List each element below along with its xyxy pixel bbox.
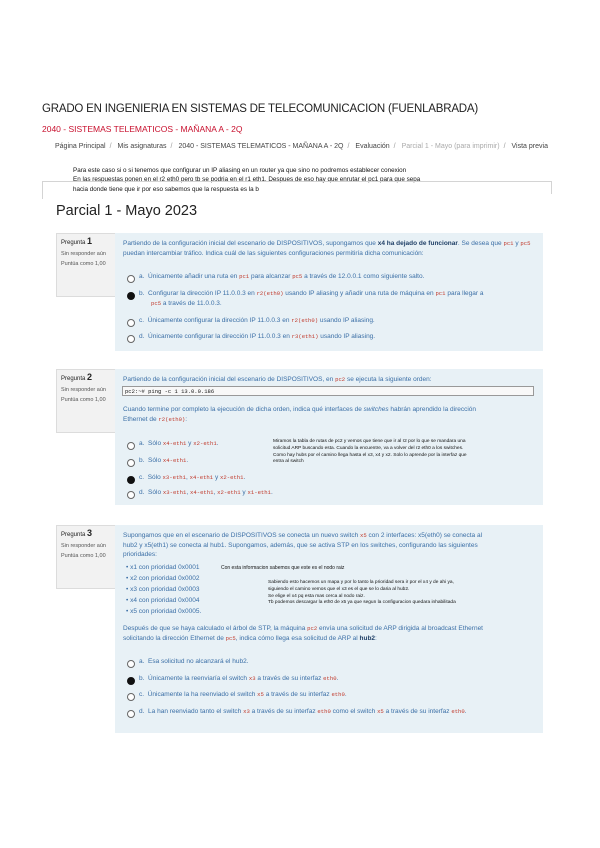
priority-item: • x5 con prioridad 0x0005. <box>126 608 202 615</box>
breadcrumb-home[interactable]: Página Principal <box>55 143 106 150</box>
q3-handwritten-note-root: Con esta informacion sabemos que este es el nodo raiz <box>221 565 345 571</box>
priority-item: • x1 con prioridad 0x0001 <box>126 564 200 571</box>
priority-item: • x4 con prioridad 0x0004 <box>126 597 200 604</box>
q3-option-a-radio[interactable] <box>127 660 135 668</box>
breadcrumb-my-courses[interactable]: Mis asignaturas <box>117 143 167 150</box>
q2-option-b-radio[interactable] <box>127 459 135 467</box>
breadcrumb-preview: Vista previa <box>511 143 548 150</box>
handwritten-note-top: Para este caso si o si tenemos que configurar un IP aliasing en un router ya que sino no podremos establecer conexion En las respuestas ponen en el r2 eth0 pero tb se podria en el r1 eth1. Despues de eso hay que enrutar el pc1 para que sepa hacia donde tiene que ir por eso sabemos que la respuesta es la b <box>73 167 421 193</box>
priority-item: • x3 con prioridad 0x0003 <box>126 586 200 593</box>
q1-option-c-radio[interactable] <box>127 319 135 327</box>
course-title: GRADO EN INGENIERIA EN SISTEMAS DE TELECOMUNICACION (FUENLABRADA) <box>42 103 478 115</box>
course-subtitle[interactable]: 2040 - SISTEMAS TELEMATICOS - MAÑANA A - 2Q <box>42 124 243 134</box>
question-3-info: Pregunta 3 Sin responder aún Puntúa como 1,00 <box>56 525 116 589</box>
q3-option-a[interactable]: a. Esa solicitud no alcanzará el hub2. <box>139 658 249 665</box>
q1-option-a-radio[interactable] <box>127 275 135 283</box>
q2-option-c-radio[interactable] <box>127 476 135 484</box>
q3-option-b-radio[interactable] <box>127 677 135 685</box>
q1-option-b-radio[interactable] <box>127 292 135 300</box>
q1-option-c[interactable]: c. Únicamente configurar la dirección IP 11.0.0.3 en r2(eth0) usando IP aliasing. <box>139 317 375 324</box>
quiz-title: Parcial 1 - Mayo 2023 <box>56 203 198 219</box>
question-status: Sin responder aún <box>61 250 106 257</box>
q2-option-d[interactable]: d. Sólo x3-eth1, x4-eth1, x2-eth1 y x1-eth1. <box>139 489 273 496</box>
q2-handwritten-note: Miramos la tabla de rutas de pc2 y vemos que tiene que ir al r2 por lo que se mandara una solicitud ARP buscando esta. Cuando la encuentre, va a volver del r2 eth0 a los switches. Como hay hubs por el camino llega hasta el x3, x4 y x2. Solo lo aprende por la interfaz que entra al switch <box>273 439 467 465</box>
question-3-number: 3 <box>87 528 93 538</box>
breadcrumb-evaluation[interactable]: Evaluación <box>355 143 390 150</box>
q1-option-d[interactable]: d. Únicamente configurar la dirección IP 11.0.0.3 en r3(eth1) usando IP aliasing. <box>139 333 376 340</box>
question-2-text-cont: Cuando termine por completo la ejecución de dicha orden, indica qué interfaces de switches habrán aprendido la dirección Ethernet de r2(eth0): <box>123 406 477 423</box>
breadcrumb-course[interactable]: 2040 - SISTEMAS TELEMATICOS - MAÑANA A - 2Q <box>178 143 344 150</box>
q1-option-d-radio[interactable] <box>127 335 135 343</box>
q2-option-a[interactable]: a. Sólo x4-eth1 y x2-eth1. <box>139 440 219 447</box>
q1-option-a[interactable]: a. Únicamente añadir una ruta en pc1 para alcanzar pc5 a través de 12.0.0.1 como siguiente salto. <box>139 273 425 280</box>
q3-option-b[interactable]: b. Únicamente la reenviaría el switch x3 a través de su interfaz eth0. <box>139 675 339 682</box>
priority-item: • x2 con prioridad 0x0002 <box>126 575 200 582</box>
question-2-info: Pregunta 2 Sin responder aún Puntúa como 1,00 <box>56 369 116 433</box>
question-points: Puntúa como 1,00 <box>61 397 106 403</box>
breadcrumb: Página Principal / Mis asignaturas / 2040 - SISTEMAS TELEMATICOS - MAÑANA A - 2Q / Evaluación / Parcial 1 - Mayo (para imprimir) / Vista previa <box>55 143 548 150</box>
question-status: Sin responder aún <box>61 542 106 549</box>
breadcrumb-quiz[interactable]: Parcial 1 - Mayo (para imprimir) <box>401 143 500 150</box>
question-2-number: 2 <box>87 372 93 382</box>
question-2-text: Partiendo de la configuración inicial del escenario de DISPOSITIVOS, en pc2 se ejecuta la siguiente orden: <box>123 376 432 383</box>
q2-option-b[interactable]: b. Sólo x4-eth1. <box>139 457 189 464</box>
question-1-number: 1 <box>87 236 93 246</box>
q3-option-d[interactable]: d. La han reenviado tanto el switch x3 a través de su interfaz eth0 como el switch x5 a través de su interfaz eth0. <box>139 708 467 715</box>
main-region-border <box>42 181 552 194</box>
q3-option-c-radio[interactable] <box>127 693 135 701</box>
question-points: Puntúa como 1,00 <box>61 553 106 559</box>
question-1-text: Partiendo de la configuración inicial del escenario de DISPOSITIVOS, supongamos que x4 ha dejado de funcionar. Se desea que pc1 y pc5 puedan intercambiar tráfico. Indica cuál de las siguientes configuraciones permitiría dicha comunicación: <box>123 240 531 257</box>
command-block: pc2:~# ping -c 1 13.0.0.186 <box>122 386 534 396</box>
question-points: Puntúa como 1,00 <box>61 261 106 267</box>
question-3-intro: Supongamos que en el escenario de DISPOSITIVOS se conecta un nuevo switch x5 con 2 interfaces: x5(eth0) se conecta al hub2 y x5(eth1) se conecta al hub1. Supongamos, además, que se activa STP en los switches, configurando las siguientes prioridades: <box>123 532 483 558</box>
q2-option-c[interactable]: c. Sólo x3-eth1, x4-eth1 y x2-eth1. <box>139 474 246 481</box>
question-1-info: Pregunta 1 Sin responder aún Puntúa como 1,00 <box>56 233 116 297</box>
q3-option-c[interactable]: c. Únicamente la ha reenviado el switch x5 a través de su interfaz eth0. <box>139 691 347 698</box>
q2-option-a-radio[interactable] <box>127 442 135 450</box>
q1-option-b[interactable]: b. Configurar la dirección IP 11.0.0.3 en r2(eth0) usando IP aliasing y añadir una ruta de máquina en pc1 para llegar a pc5 a través de 11.0.0.3. <box>139 290 484 307</box>
q2-option-d-radio[interactable] <box>127 491 135 499</box>
question-status: Sin responder aún <box>61 386 106 393</box>
q3-option-d-radio[interactable] <box>127 710 135 718</box>
q3-handwritten-note: Sabiendo esto hacemos un mapa y por lo tanto la prioridad sera ir por el x4 y de ahi ya, siguiendo el camino vemos que el x3 es el que se lo daria al hub2. Se elige el x4 pq esta mas cerca al nodo raiz. Tb podemos descargar la eth0 de x5 ya que segun la configuracion quedara inhabilitada <box>268 580 456 606</box>
question-3-text: Después de que se haya calculado el árbol de STP, la máquina pc2 envía una solicitud de ARP dirigida al broadcast Ethernet solicitando la dirección Ethernet de pc5, indica cómo llega esa solicitud de ARP al hub2: <box>123 625 483 642</box>
priority-list <box>126 562 201 617</box>
